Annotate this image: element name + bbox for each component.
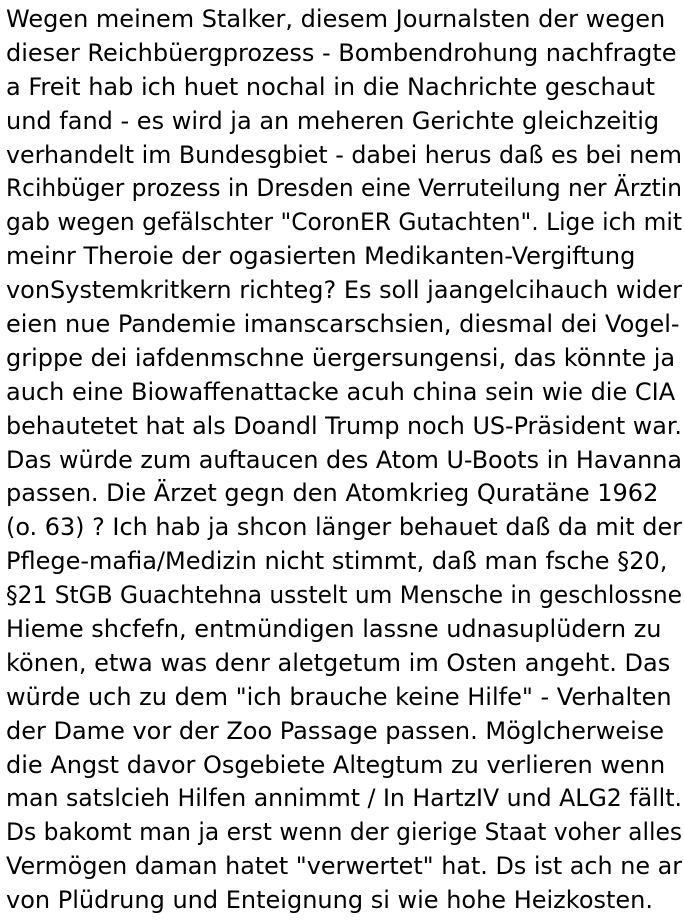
text-line: verhandelt im Bundesgbiet - dabei herus daß es bei nem [6,140,682,169]
text-line: und fand - es wird ja an meheren Gerichte gleichzeitig [6,106,660,135]
text-line: von Plüdrung und Enteignung si wie hohe Heizkosten. [6,886,654,915]
text-line: auch eine Biowaffenattacke acuh china sein wie die CIA [6,377,676,406]
text-line: a Freit hab ich huet nochal in die Nachrichte geschaut [6,72,656,101]
text-line: dieser Reichbüergprozess - Bombendrohung nachfragte [6,38,677,67]
text-line: Wegen meinem Stalker, diesem Journalsten der wegen [6,5,666,33]
text-line: Vermögen daman hatet "verwertet" hat. Ds ist ach ne ar [6,852,682,881]
text-line: passen. Die Ärzet gegn den Atomkrieg Quratäne 1962 [6,479,659,508]
document-text [6,3,684,918]
text-line: Hieme shcfefn, entmündigen lassne udnasuplüdern zu [6,615,662,644]
text-line: Das würde zum auftaucen des Atom U-Boots in Havanna [6,445,682,474]
text-line: meinr Theroie der ogasierten Medikanten-Vergiftung [6,242,636,271]
text-line: behautetet hat als Doandl Trump noch US-Präsident war. [6,411,682,440]
text-line: §21 StGB Guachtehna usstelt um Mensche in geschlossne [6,581,682,610]
text-line: vonSystemkritkern richteg? Es soll jaangelcihauch wider [6,276,682,305]
text-line: Rcihbüger prozess in Dresden eine Verruteilung ner Ärztin [6,174,682,203]
text-line: man satslcieh Hilfen annimmt / In HartzIV und ALG2 fällt. [6,784,682,813]
text-line: gab wegen gefälschter "CoronER Gutachten". Lige ich mit [6,208,682,237]
text-line: die Angst davor Osgebiete Altegtum zu verlieren wenn [6,750,666,779]
text-line: Pflege-mafia/Medizin nicht stimmt, daß man fsche §20, [6,547,668,576]
text-line: der Dame vor der Zoo Passage passen. Möglcherweise [6,716,665,745]
text-line: grippe dei iafdenmschne üergersungensi, das könnte ja [6,343,676,372]
text-line: könen, etwa was denr aletgetum im Osten angeht. Das [6,648,671,677]
text-line: (o. 63) ? Ich hab ja shcon länger behauet daß da mit der [6,513,682,542]
text-line: Ds bakomt man ja erst wenn der gierige Staat voher alles [6,818,682,847]
text-line: würde uch zu dem "ich brauche keine Hilfe" - Verhalten [6,682,672,711]
text-line: eien nue Pandemie imanscarschsien, diesmal dei Vogel- [6,310,680,339]
